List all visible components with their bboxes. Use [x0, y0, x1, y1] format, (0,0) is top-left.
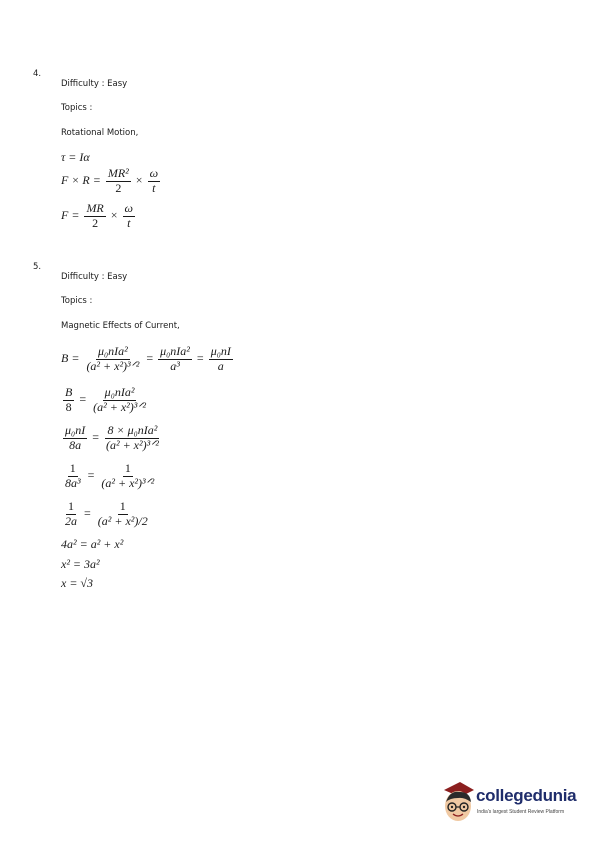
question-number: 4. [33, 69, 42, 79]
equation-line-6: 4a² = a² + x² [61, 537, 124, 551]
equation-line-1: B = $\frac{\text{μ₀nIa²}}{\text{(a² + x²)³ᐟ²}}$ = $\frac{\text{μ₀nIa²}}{\text{a³}}$ = $\frac{\text{μ₀nI}}{a}$ [61, 344, 231, 373]
mascot-icon [440, 780, 476, 826]
equation-line-3: $\frac{\text{μ₀nI}}{8a}$ = $\frac{\text{8 × μ₀nIa²}}{\text{(a² + x²)³ᐟ²}}$ [65, 423, 159, 452]
difficulty-label: Difficulty : Easy [61, 272, 128, 282]
equation-line-4: $\frac{1}{\text{8a³}}$ = $\frac{1}{\text{(a² + x²)³ᐟ²}}$ [65, 461, 155, 490]
equation-line-5: $\frac{1}{2a}$ = $\frac{1}{\text{(a² + x²)/2}}$ [65, 499, 148, 528]
equation-force: F = $\frac{MR}{2}$ × $\frac{\omega}{t}$ [61, 201, 134, 230]
topics-label: Topics : [61, 103, 93, 113]
difficulty-label: Difficulty : Easy [61, 79, 128, 89]
equation-line-2: $\frac{B}{8}$ = $\frac{\text{μ₀nIa²}}{\text{(a² + x²)³ᐟ²}}$ [65, 385, 147, 414]
topics-label: Topics : [61, 296, 93, 306]
equation-line-8: x = √3 [61, 576, 94, 590]
topic-name: Rotational Motion, [61, 128, 139, 138]
question-number: 5. [33, 262, 42, 272]
equation-force-radius: F × R = $\frac{\text{MR²}}{2}$ × $\frac{\omega}{t}$ [61, 166, 159, 195]
topic-name: Magnetic Effects of Current, [61, 321, 180, 331]
equation-line-7: x² = 3a² [61, 557, 100, 571]
collegedunia-logo [440, 780, 580, 826]
brand-tagline: India's largest Student Review Platform [477, 809, 565, 815]
equation-torque: τ = Iα [61, 150, 90, 164]
brand-name: collegedunia [476, 786, 577, 805]
